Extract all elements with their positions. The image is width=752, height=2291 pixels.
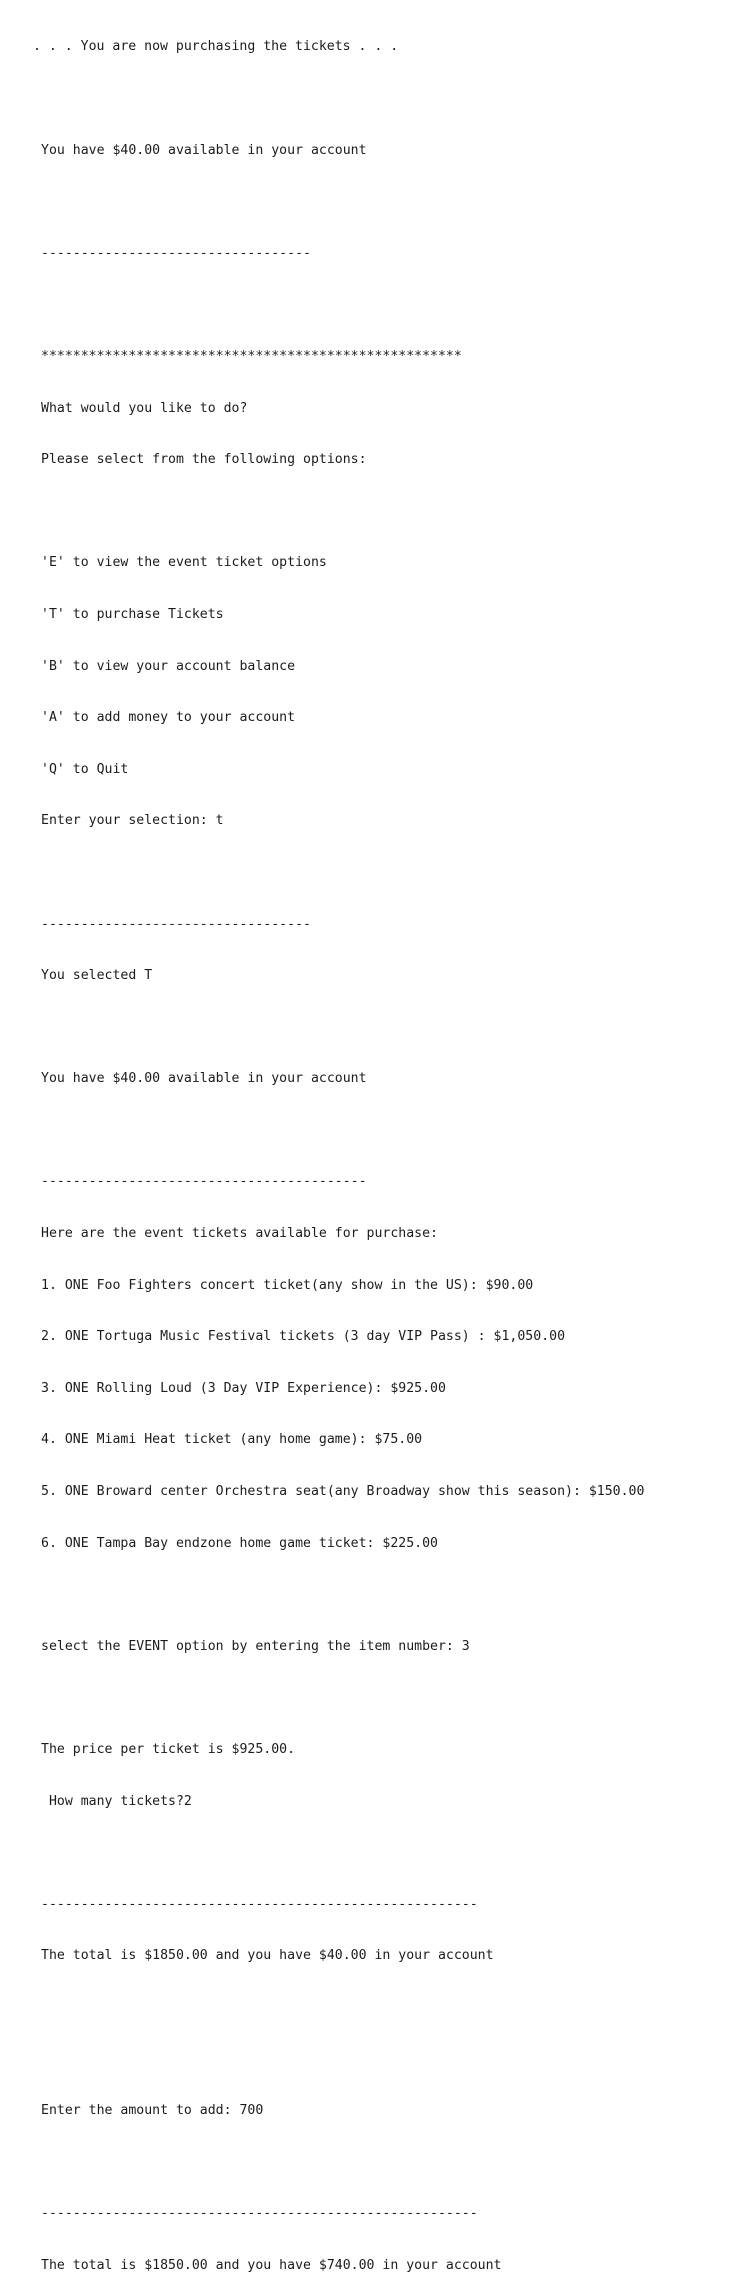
balance-line: You have $40.00 available in your account	[41, 142, 367, 158]
blank-line	[41, 193, 741, 210]
menu-prompt-line: What would you like to do?	[41, 400, 248, 416]
quantity-prompt-line: How many tickets?2	[41, 1793, 192, 1809]
divider-line: ----------------------------------	[41, 245, 311, 261]
menu-option-b: 'B' to view your account balance	[41, 658, 296, 674]
tickets-header-line: Here are the event tickets available for purchase:	[41, 1226, 438, 1242]
divider-line: ----------------------------------	[41, 916, 311, 932]
event-selection-line: select the EVENT option by entering the item number: 3	[41, 1638, 470, 1654]
ticket-option-2: 2. ONE Tortuga Music Festival tickets (3 day VIP Pass) : $1,050.00	[41, 1329, 566, 1345]
add-amount-line: Enter the amount to add: 700	[41, 2103, 264, 2119]
menu-option-q: 'Q' to Quit	[41, 761, 129, 777]
menu-instruction-line: Please select from the following options:	[41, 452, 367, 468]
selected-line: You selected T	[41, 968, 153, 984]
price-line: The price per ticket is $925.00.	[41, 1742, 296, 1757]
ticket-option-1: 1. ONE Foo Fighters concert ticket(any show in the US): $90.00	[41, 1277, 534, 1293]
divider-line: -------------------------------------------------------	[41, 1896, 478, 1912]
divider-line: -----------------------------------------	[41, 1174, 367, 1190]
balance-line: You have $40.00 available in your account	[41, 1071, 367, 1087]
ticket-option-5: 5. ONE Broward center Orchestra seat(any Broadway show this season): $150.00	[41, 1484, 645, 1500]
blank-line	[41, 1122, 741, 1139]
purchase-status-line: . . . You are now purchasing the tickets . . .	[33, 39, 399, 55]
blank-line	[41, 1844, 741, 1861]
blank-line	[41, 2051, 741, 2068]
blank-line	[41, 1999, 741, 2016]
total-line: The total is $1850.00 and you have $740.00 in your account	[41, 2257, 502, 2273]
blank-line	[41, 1019, 741, 1036]
blank-line	[41, 1586, 741, 1603]
selection-input-line: Enter your selection: t	[41, 813, 224, 829]
total-line: The total is $1850.00 and you have $40.00 in your account	[41, 1948, 494, 1964]
ticket-option-4: 4. ONE Miami Heat ticket (any home game): $75.00	[41, 1432, 423, 1448]
blank-line	[41, 864, 741, 881]
menu-option-a: 'A' to add money to your account	[41, 710, 296, 726]
divider-line: -------------------------------------------------------	[41, 2206, 478, 2222]
menu-option-t: 'T' to purchase Tickets	[41, 606, 224, 622]
console-output	[33, 4, 741, 2291]
blank-line	[41, 90, 741, 107]
ticket-option-6: 6. ONE Tampa Bay endzone home game ticket: $225.00	[41, 1535, 438, 1551]
blank-line	[41, 2154, 741, 2171]
blank-line	[41, 503, 741, 520]
blank-line	[41, 296, 741, 313]
blank-line	[41, 1689, 741, 1706]
menu-option-e: 'E' to view the event ticket options	[41, 555, 327, 571]
ticket-option-3: 3. ONE Rolling Loud (3 Day VIP Experience): $925.00	[41, 1380, 446, 1396]
star-divider-line: *****************************************************	[41, 348, 462, 364]
